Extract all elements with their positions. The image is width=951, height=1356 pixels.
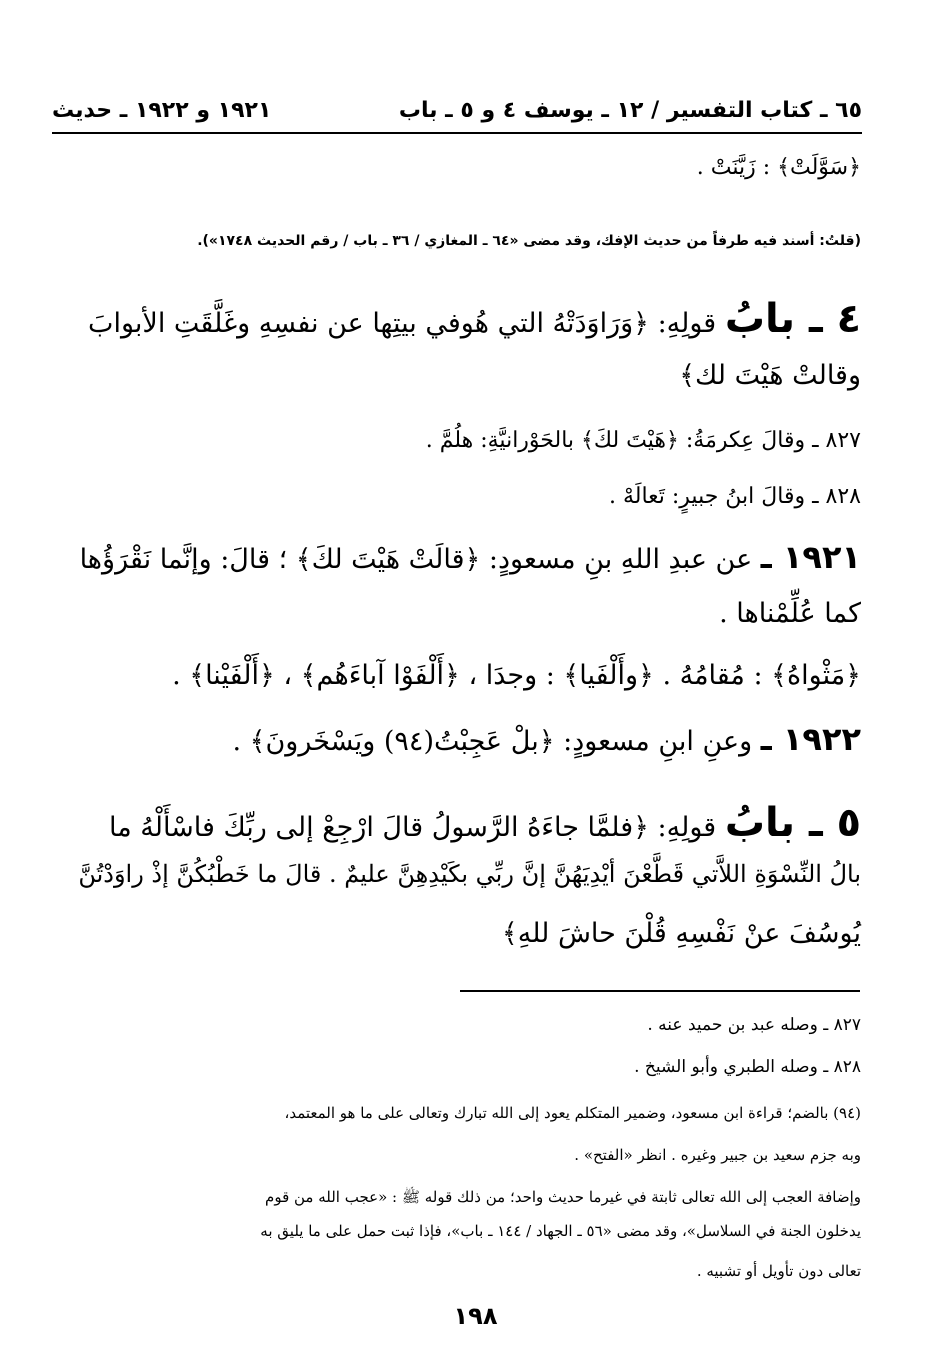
footnote-94-line2: وبه جزم سعيد بن جبير وغيره . انظر «الفتح» .	[574, 1146, 861, 1164]
bab4-text-line1: قولِهِ: ﴿وَرَاوَدَتْهُ التي هُوفي بيتِها عن نفسِهِ وغَلَّقَتِ الأبوابَ	[88, 308, 717, 339]
footnote-94-line3: وإضافة العجب إلى الله تعالى ثابتة في غيرما حديث واحد؛ من ذلك قوله ﷺ : «عجب الله من قوم	[265, 1188, 861, 1206]
footnote-94-line1: (٩٤) بالضم؛ قراءة ابن مسعود، وضمير المتكلم يعود إلى الله تبارك وتعالى على ما هو المعتمد،	[284, 1104, 861, 1122]
footnote-separator	[460, 990, 860, 992]
bab5-text-line3: يُوسُفَ عنْ نَفْسِهِ قُلْنَ حاشَ للهِ﴾	[501, 918, 861, 949]
hadith-1922	[52, 720, 861, 758]
gloss-sawwalat: ﴿سَوَّلَتْ﴾ : زَيَّنَتْ .	[696, 155, 861, 180]
hadith-1921-text-line2: كما عُلِّمْناها .	[719, 598, 861, 629]
bab4-number: ٤ ـ بابُ	[724, 296, 861, 342]
page-number: ١٩٨	[453, 1302, 498, 1330]
narration-827: ٨٢٧ ـ وقالَ عِكرمَةُ: ﴿هَيْتَ لكَ﴾ بالحَوْرانيَّةِ: هلُمَّ .	[425, 428, 861, 453]
hadith-1922-number: ١٩٢٢ ـ	[760, 720, 861, 758]
bab5-heading-line1	[52, 800, 861, 846]
footnote-94-line5: تعالى دون تأويل أو تشبيه .	[696, 1262, 861, 1280]
footnote-827: ٨٢٧ ـ وصله عبد بن حميد عنه .	[647, 1015, 861, 1035]
glosses-line: ﴿مَثْواهُ﴾ : مُقامُهُ . ﴿وأَلْفَيا﴾ : وجدَا ، ﴿أَلْفَوْا آباءَهُم﴾ ، ﴿أَلْفَيْنا﴾ .	[172, 660, 861, 691]
hadith-1921-number: ١٩٢١ ـ	[760, 538, 861, 576]
running-header	[52, 92, 862, 134]
editor-note: (قلتُ: أسند فيه طرفاً من حديث الإفك، وقد مضى «٦٤ ـ المغازي / ٣٦ ـ باب / رقم الحديث ١٧٤٨»).	[197, 233, 861, 249]
bab4-heading-line1	[52, 296, 861, 342]
bab5-text-line1: قولِهِ: ﴿فلمَّا جاءَهُ الرَّسولُ قالَ ارْجِعْ إلى ربِّكَ فاسْأَلْهُ ما	[108, 812, 717, 843]
bab5-text-line2: بالُ النِّسْوَةِ اللاَّتي قَطَّعْنَ أيْدِيَهُنَّ إنَّ ربِّي بكَيْدِهِنَّ عليمٌ . قالَ ما خَطْبُكُنَّ إذْ راوَدْتُنَّ	[78, 860, 861, 888]
hadith-1921-text-line1: عن عبدِ اللهِ بنِ مسعودٍ: ﴿قالَتْ هَيْتَ لكَ﴾ ؛ قالَ: وإنَّما نَقْرَؤُها	[79, 544, 753, 575]
footnote-828: ٨٢٨ ـ وصله الطبري وأبو الشيخ .	[634, 1057, 861, 1077]
bab4-text-line2: وقالتْ هَيْتَ لك﴾	[679, 360, 861, 391]
header-hadith-range: ١٩٢١ و ١٩٢٢ ـ حديث	[52, 98, 272, 123]
hadith-1922-text: وعنِ ابنِ مسعودٍ: ﴿بلْ عَجِبْتُ(٩٤) ويَسْخَرونَ﴾ .	[232, 726, 753, 757]
header-chapter-title: ٦٥ ـ كتاب التفسير / ١٢ ـ يوسف ٤ و ٥ ـ باب	[398, 98, 862, 123]
bab5-number: ٥ ـ بابُ	[724, 800, 861, 846]
hadith-1921-line1	[52, 538, 861, 576]
narration-828: ٨٢٨ ـ وقالَ ابنُ جبيرٍ: تَعالَهْ .	[608, 484, 861, 509]
footnote-94-line4: يدخلون الجنة في السلاسل»، وقد مضى «٥٦ ـ الجهاد / ١٤٤ ـ باب»، فإذا ثبت حمل على ما يليق به	[260, 1222, 861, 1240]
